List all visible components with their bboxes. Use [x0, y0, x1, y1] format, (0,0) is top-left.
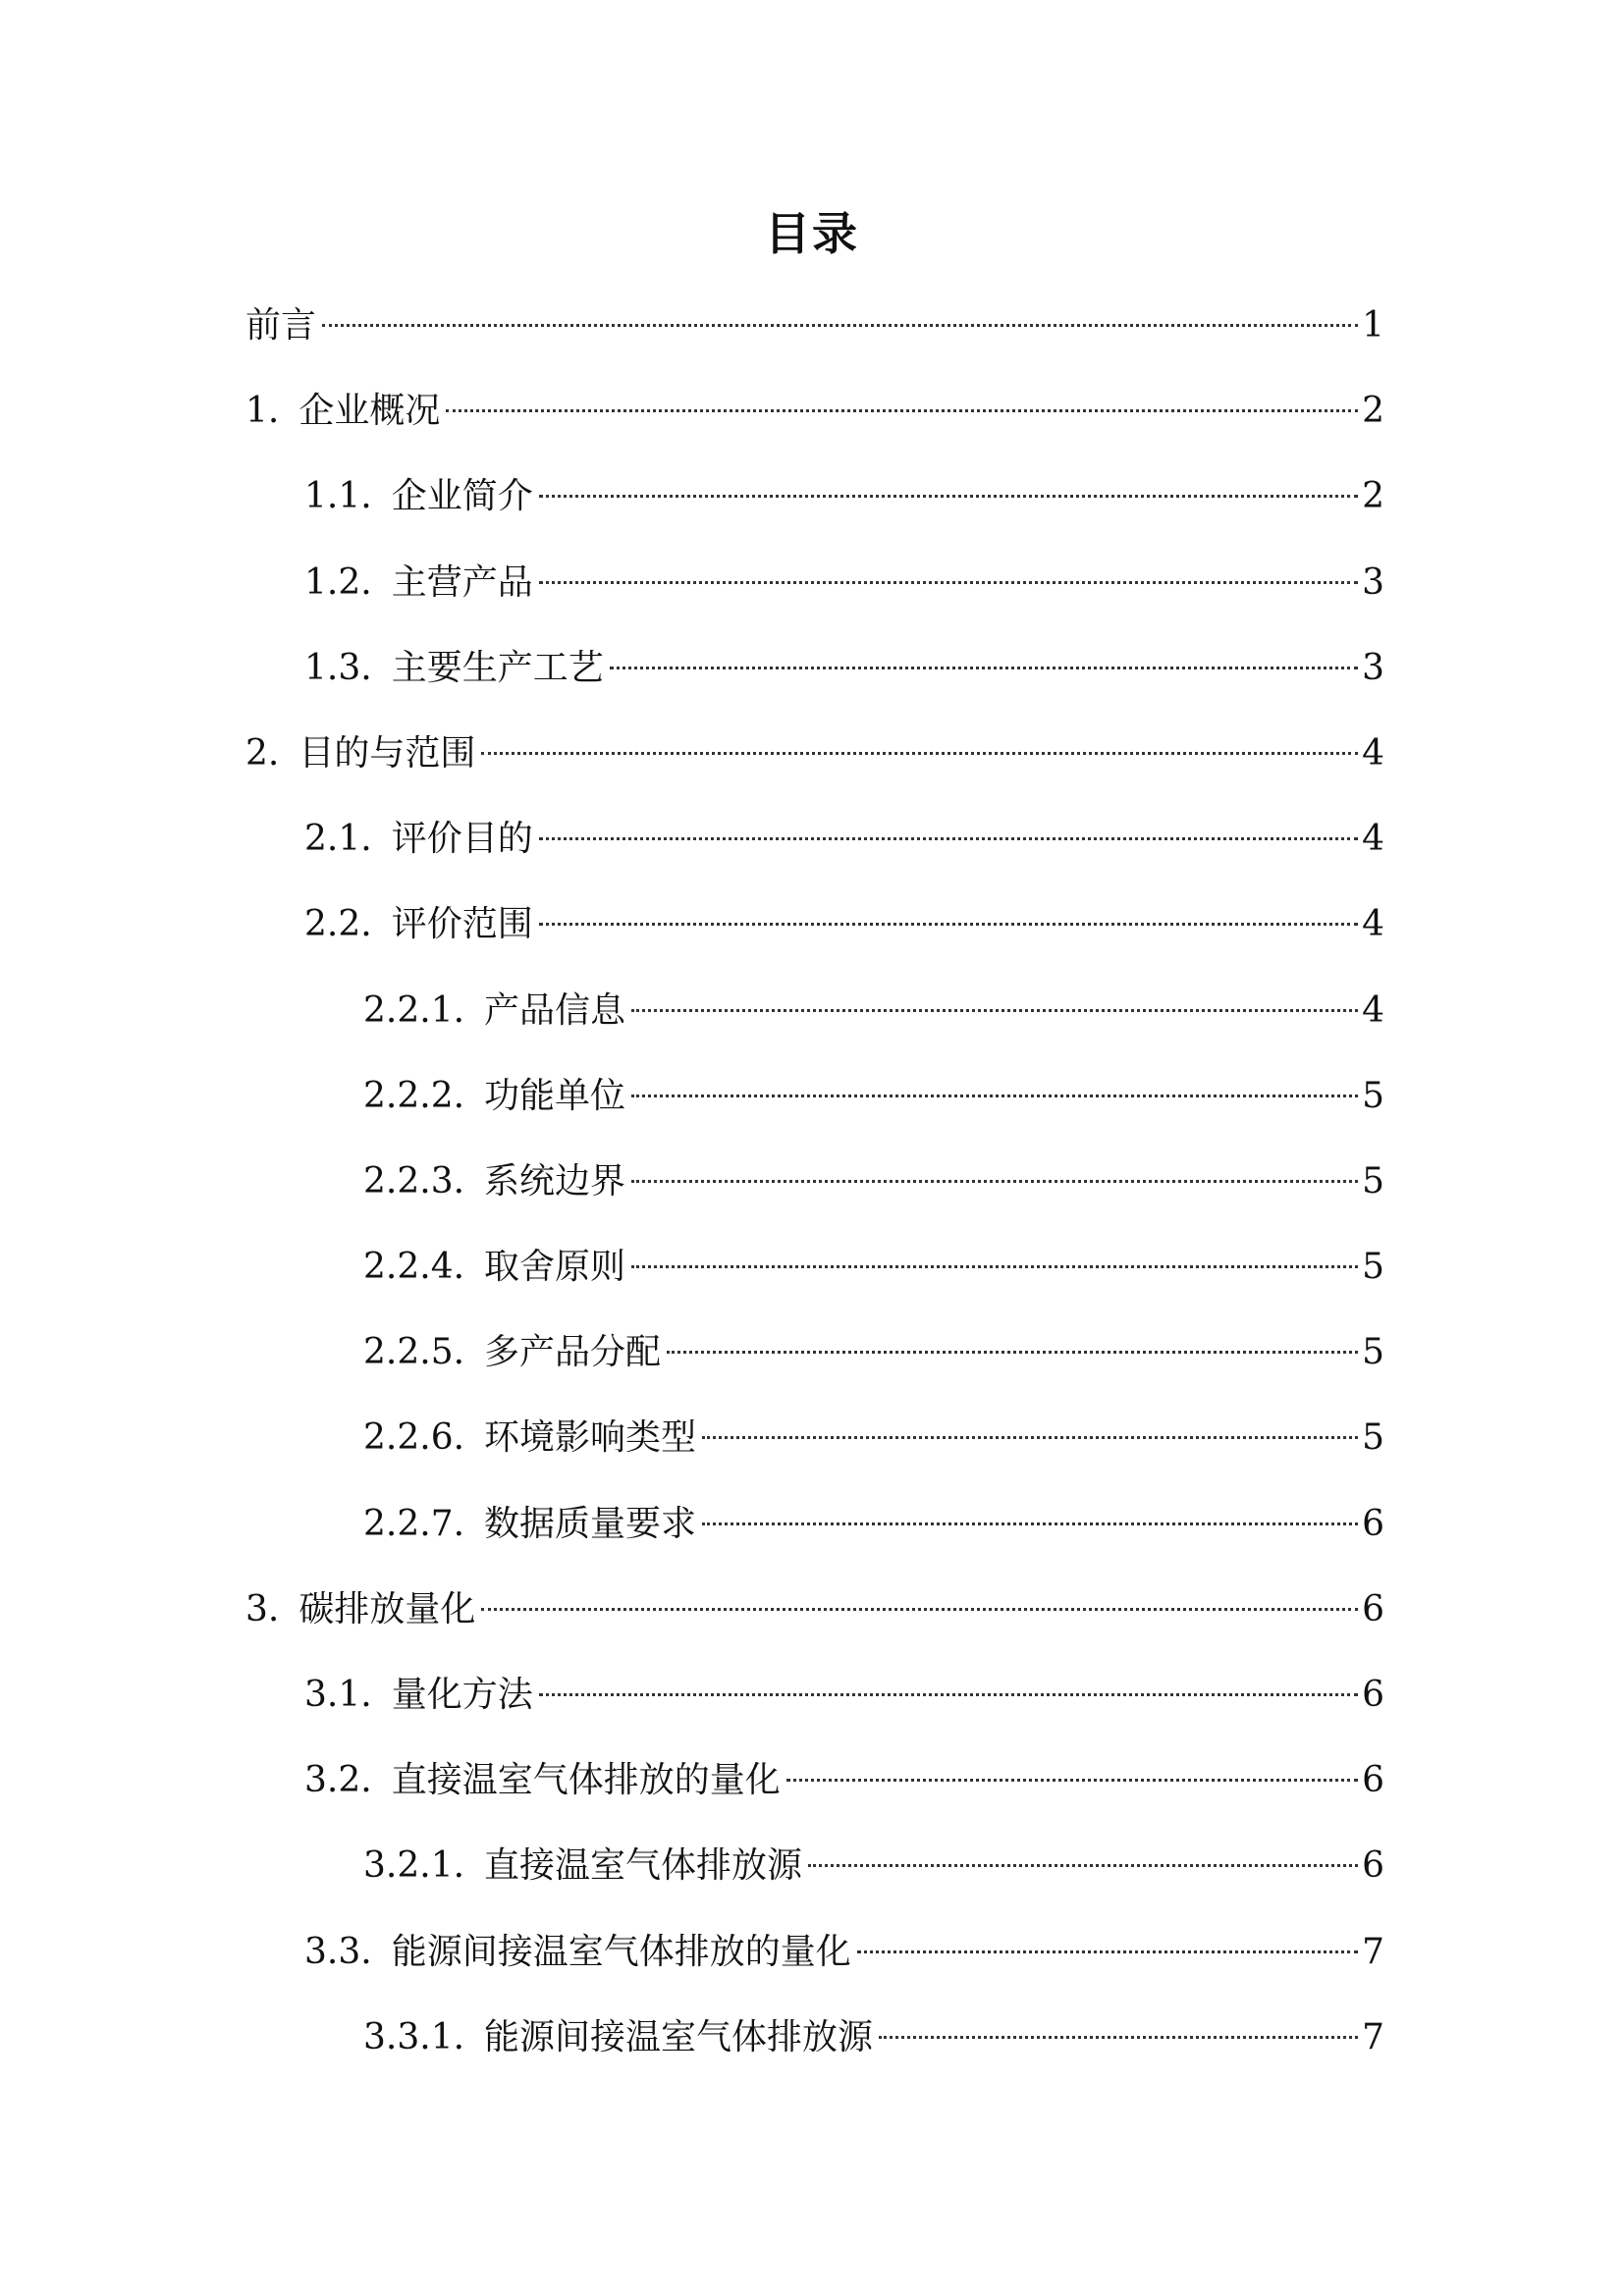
toc-entry[interactable]: [245, 1751, 1384, 1837]
toc-leader-dots: [667, 1351, 1358, 1354]
toc-leader-dots: [879, 2036, 1358, 2039]
toc-leader-dots: [539, 837, 1358, 840]
toc-entry-number: 2.2.4.: [363, 1247, 465, 1288]
toc-leader-dots: [322, 324, 1358, 327]
toc-entry-number: 3.: [245, 1588, 280, 1629]
toc-entry-page: 2: [1362, 391, 1384, 432]
toc-entry[interactable]: [245, 296, 1384, 382]
toc-entry-page: 4: [1362, 904, 1384, 945]
toc-entry-number: 2.2.3.: [363, 1160, 465, 1201]
toc-entry-number: 3.1.: [304, 1675, 372, 1715]
toc-entry-title: 系统边界: [484, 1160, 626, 1201]
toc-entry-number: 2.2.5.: [363, 1332, 465, 1373]
toc-entry-page: 2: [1362, 476, 1384, 517]
toc-entry-page: 5: [1362, 1417, 1384, 1459]
toc-leader-dots: [446, 409, 1358, 412]
toc-entry-page: 3: [1362, 561, 1384, 603]
toc-leader-dots: [539, 495, 1358, 498]
toc-entry-page: 6: [1362, 1588, 1384, 1629]
toc-entry[interactable]: [245, 382, 1384, 467]
toc-entry[interactable]: [245, 1238, 1384, 1323]
toc-entry-title: 碳排放量化: [298, 1588, 476, 1629]
toc-entry[interactable]: [245, 810, 1384, 895]
toc-entry-title: 企业概况: [298, 391, 441, 432]
toc-leader-dots: [631, 1180, 1358, 1183]
toc-entry-page: 6: [1362, 1760, 1384, 1801]
toc-leader-dots: [539, 923, 1358, 926]
toc-entry-page: 5: [1362, 1332, 1384, 1373]
toc-leader-dots: [857, 1950, 1358, 1953]
toc-entry-page: 5: [1362, 1160, 1384, 1201]
toc-leader-dots: [702, 1522, 1358, 1525]
toc-leader-dots: [539, 581, 1358, 584]
toc-entry-page: 3: [1362, 647, 1384, 688]
toc-entry-number: 2.1.: [304, 819, 372, 860]
toc-entry[interactable]: [245, 1152, 1384, 1238]
toc-entry[interactable]: [245, 467, 1384, 553]
toc-entry-page: 5: [1362, 1075, 1384, 1116]
toc-entry-page: 4: [1362, 732, 1384, 774]
toc-entry-title: 直接温室气体排放的量化: [391, 1760, 781, 1801]
toc-leader-dots: [808, 1864, 1358, 1867]
toc-entry[interactable]: [245, 724, 1384, 810]
toc-entry-title: 产品信息: [484, 989, 626, 1031]
toc-entry[interactable]: [245, 1495, 1384, 1580]
toc-entry-number: 3.3.1.: [363, 2016, 465, 2057]
toc-leader-dots: [631, 1265, 1358, 1268]
toc-entry-number: 2.2.6.: [363, 1417, 465, 1459]
toc-entry[interactable]: [245, 1666, 1384, 1751]
toc-leader-dots: [702, 1436, 1358, 1439]
toc-leader-dots: [481, 1608, 1358, 1611]
toc-leader-dots: [786, 1779, 1358, 1782]
toc-entry-number: 2.2.7.: [363, 1503, 465, 1544]
toc-entry-number: 2.2.2.: [363, 1075, 465, 1116]
toc-entry-page: 4: [1362, 819, 1384, 860]
toc-title: 目录: [765, 207, 859, 260]
toc-entry-page: 6: [1362, 1503, 1384, 1544]
toc-entry[interactable]: [245, 895, 1384, 981]
toc-leader-dots: [610, 667, 1358, 669]
table-of-contents: [245, 296, 1384, 2094]
toc-entry-title: 直接温室气体排放源: [484, 1845, 803, 1887]
toc-entry-title: 评价范围: [391, 904, 533, 945]
toc-entry-title: 数据质量要求: [484, 1503, 697, 1544]
toc-entry-page: 5: [1362, 1247, 1384, 1288]
toc-entry[interactable]: [245, 1409, 1384, 1494]
toc-entry-number: 1.: [245, 391, 280, 432]
toc-entry[interactable]: [245, 1837, 1384, 1922]
toc-entry-title: 取舍原则: [484, 1247, 626, 1288]
toc-entry-title: 前言: [245, 305, 317, 346]
toc-entry-page: 6: [1362, 1675, 1384, 1715]
toc-entry-page: 6: [1362, 1845, 1384, 1887]
toc-entry[interactable]: [245, 554, 1384, 639]
toc-entry-page: 4: [1362, 989, 1384, 1031]
toc-entry-title: 能源间接温室气体排放源: [484, 2016, 874, 2057]
toc-entry-page: 7: [1362, 2016, 1384, 2057]
toc-entry-number: 2.2.1.: [363, 989, 465, 1031]
toc-entry-number: 1.3.: [304, 647, 372, 688]
toc-entry-number: 3.2.1.: [363, 1845, 465, 1887]
toc-leader-dots: [631, 1095, 1358, 1097]
toc-entry[interactable]: [245, 1580, 1384, 1666]
toc-entry-number: 2.2.: [304, 904, 372, 945]
toc-entry[interactable]: [245, 1923, 1384, 2008]
toc-entry-title: 量化方法: [391, 1675, 533, 1715]
toc-leader-dots: [481, 752, 1358, 755]
toc-entry[interactable]: [245, 1067, 1384, 1152]
toc-leader-dots: [539, 1693, 1358, 1696]
toc-entry-title: 主要生产工艺: [391, 647, 604, 688]
toc-entry-title: 目的与范围: [298, 732, 476, 774]
toc-entry[interactable]: [245, 2008, 1384, 2094]
toc-entry-number: 1.2.: [304, 561, 372, 603]
toc-entry-title: 多产品分配: [484, 1332, 662, 1373]
toc-entry[interactable]: [245, 639, 1384, 724]
toc-entry-title: 能源间接温室气体排放的量化: [391, 1931, 851, 1972]
toc-entry[interactable]: [245, 982, 1384, 1067]
toc-entry-title: 功能单位: [484, 1075, 626, 1116]
toc-entry-title: 评价目的: [391, 819, 533, 860]
toc-entry-page: 7: [1362, 1931, 1384, 1972]
toc-entry-title: 主营产品: [391, 561, 533, 603]
toc-entry-number: 3.2.: [304, 1760, 372, 1801]
toc-entry[interactable]: [245, 1323, 1384, 1409]
toc-leader-dots: [631, 1009, 1358, 1012]
toc-entry-title: 环境影响类型: [484, 1417, 697, 1459]
toc-entry-number: 2.: [245, 732, 280, 774]
toc-entry-number: 1.1.: [304, 476, 372, 517]
toc-entry-number: 3.3.: [304, 1931, 372, 1972]
toc-entry-title: 企业简介: [391, 476, 533, 517]
toc-entry-page: 1: [1362, 305, 1384, 346]
